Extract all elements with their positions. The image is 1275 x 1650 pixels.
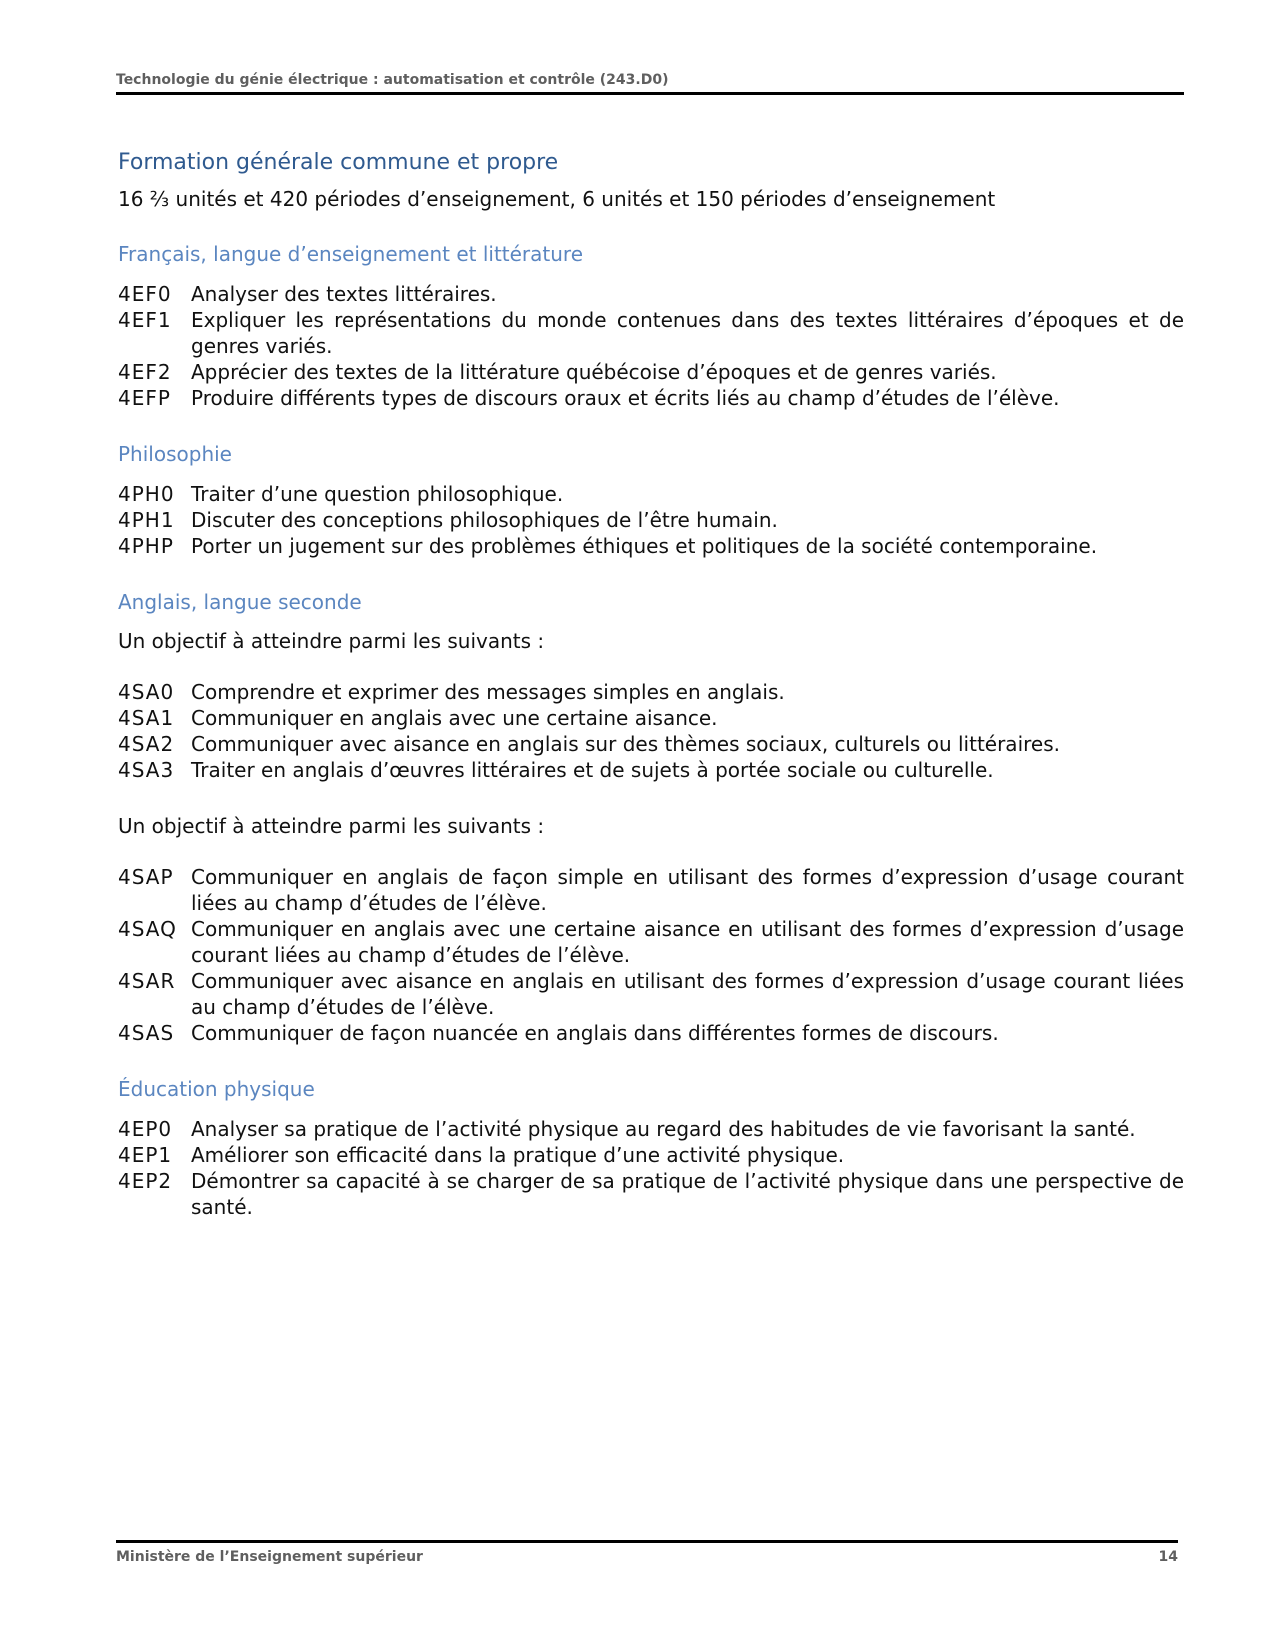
objective-list-education-physique: [118, 1116, 1184, 1220]
objective-list-anglais-1: [118, 679, 1184, 783]
objective-item: [118, 359, 1184, 385]
objective-text: Démontrer sa capacité à se charger de sa pratique de l’activité physique dans une perspective de santé.: [191, 1169, 1184, 1219]
objective-item: [118, 385, 1184, 411]
objective-code: 4EFP: [118, 386, 171, 410]
running-header: [116, 72, 1184, 95]
objective-text: Expliquer les représentations du monde contenues dans des textes littéraires d’époques et de genres variés.: [191, 308, 1184, 358]
objective-item: [118, 507, 1184, 533]
anglais-intro-1: Un objectif à atteindre parmi les suivants :: [118, 629, 545, 653]
footer-publisher: Ministère de l’Enseignement supérieur: [116, 1549, 423, 1565]
page-number: 14: [1158, 1549, 1178, 1565]
page-footer: [116, 1540, 1178, 1565]
objective-item: [118, 533, 1184, 559]
objective-item: [118, 731, 1184, 757]
running-title: Technologie du génie électrique : automatisation et contrôle (243.D0): [116, 72, 669, 88]
objective-text: Porter un jugement sur des problèmes éthiques et politiques de la société contemporaine.: [191, 534, 1098, 558]
objective-code: 4EF1: [118, 308, 172, 332]
section-heading-education-physique: Éducation physique: [118, 1077, 315, 1101]
objective-text: Analyser sa pratique de l’activité physique au regard des habitudes de vie favorisant la santé.: [191, 1117, 1136, 1141]
objective-item: [118, 1168, 1184, 1220]
objective-code: 4PH1: [118, 508, 175, 532]
objective-code: 4EP0: [118, 1117, 173, 1141]
objective-item: [118, 1142, 1184, 1168]
objective-code: 4EP2: [118, 1169, 173, 1193]
objective-text: Traiter d’une question philosophique.: [191, 482, 564, 506]
objective-item: [118, 679, 1184, 705]
objective-text: Communiquer en anglais avec une certaine aisance.: [191, 706, 718, 730]
objective-item: [118, 968, 1184, 1020]
objective-text: Comprendre et exprimer des messages simples en anglais.: [191, 680, 785, 704]
objective-item: [118, 307, 1184, 359]
objective-item: [118, 481, 1184, 507]
objective-list-philosophie: [118, 481, 1184, 559]
objective-item: [118, 281, 1184, 307]
objective-code: 4SA0: [118, 680, 175, 704]
objective-text: Produire différents types de discours oraux et écrits liés au champ d’études de l’élève.: [191, 386, 1060, 410]
objective-text: Discuter des conceptions philosophiques de l’être humain.: [191, 508, 778, 532]
objective-item: [118, 757, 1184, 783]
page-content: [118, 150, 1184, 1251]
objective-code: 4PHP: [118, 534, 174, 558]
objective-code: 4EP1: [118, 1143, 173, 1167]
anglais-intro-2: Un objectif à atteindre parmi les suivants :: [118, 814, 545, 838]
section-heading-anglais: Anglais, langue seconde: [118, 590, 362, 614]
objective-text: Communiquer avec aisance en anglais sur des thèmes sociaux, culturels ou littéraires.: [191, 732, 1060, 756]
objective-list-anglais-2: [118, 864, 1184, 1046]
section-heading-francais: Français, langue d’enseignement et littérature: [118, 242, 584, 266]
objective-code: 4SA1: [118, 706, 175, 730]
objective-code: 4SA2: [118, 732, 175, 756]
page-title: Formation générale commune et propre: [118, 150, 559, 175]
objective-item: [118, 864, 1184, 916]
page-subtitle: 16 ⅔ unités et 420 périodes d’enseignement, 6 unités et 150 périodes d’enseignement: [118, 187, 996, 211]
objective-text: Analyser des textes littéraires.: [191, 282, 497, 306]
objective-text: Communiquer de façon nuancée en anglais dans différentes formes de discours.: [191, 1021, 999, 1045]
objective-list-francais: [118, 281, 1184, 411]
objective-code: 4SAQ: [118, 917, 177, 941]
objective-code: 4SAS: [118, 1021, 175, 1045]
objective-text: Communiquer avec aisance en anglais en utilisant des formes d’expression d’usage courant liées au champ d’études de l’élève.: [191, 969, 1184, 1019]
objective-code: 4EF2: [118, 360, 172, 384]
objective-text: Communiquer en anglais avec une certaine aisance en utilisant des formes d’expression d’usage courant liées au champ d’études de l’élève.: [191, 917, 1184, 967]
objective-text: Communiquer en anglais de façon simple en utilisant des formes d’expression d’usage courant liées au champ d’études de l’élève.: [191, 865, 1184, 915]
objective-item: [118, 1020, 1184, 1046]
objective-item: [118, 916, 1184, 968]
objective-code: 4SAR: [118, 969, 176, 993]
objective-code: 4PH0: [118, 482, 175, 506]
objective-code: 4SAP: [118, 865, 174, 889]
objective-text: Traiter en anglais d’œuvres littéraires et de sujets à portée sociale ou culturelle.: [191, 758, 994, 782]
objective-item: [118, 705, 1184, 731]
section-heading-philosophie: Philosophie: [118, 442, 232, 466]
objective-text: Apprécier des textes de la littérature québécoise d’époques et de genres variés.: [191, 360, 997, 384]
objective-code: 4SA3: [118, 758, 175, 782]
objective-code: 4EF0: [118, 282, 172, 306]
objective-text: Améliorer son efficacité dans la pratique d’une activité physique.: [191, 1143, 845, 1167]
objective-item: [118, 1116, 1184, 1142]
